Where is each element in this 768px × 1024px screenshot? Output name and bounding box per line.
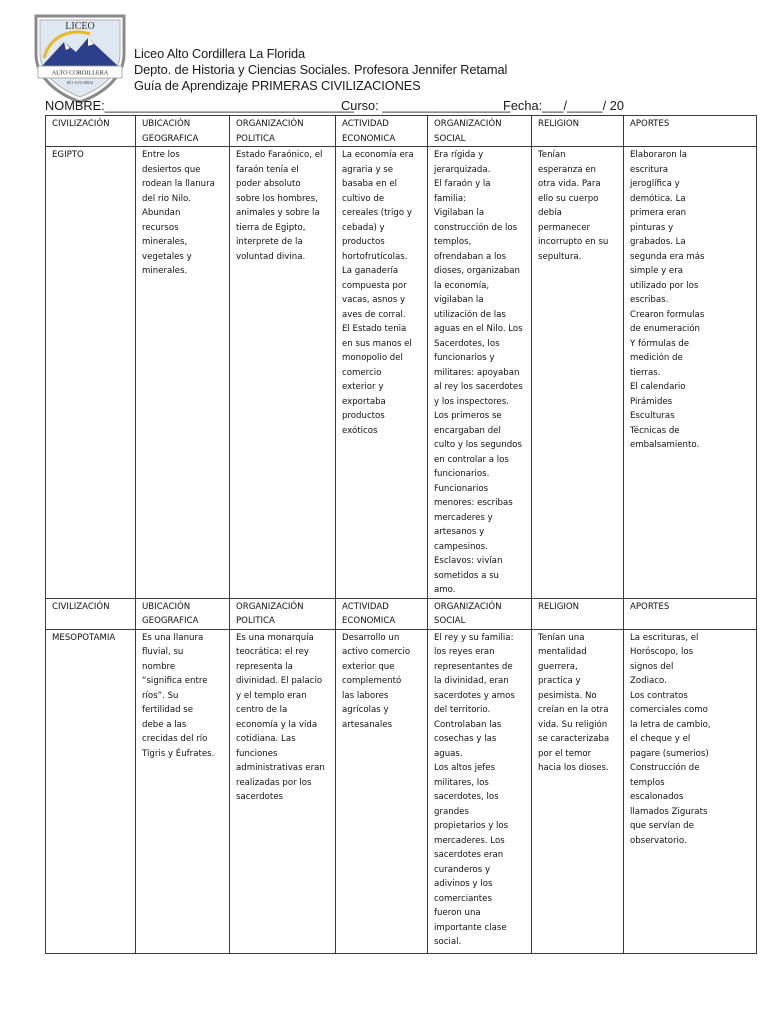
cell-text-line: en sus manos el bbox=[342, 338, 412, 349]
cell-text-line: poder absoluto bbox=[236, 179, 301, 189]
table-header-row bbox=[46, 598, 757, 629]
cell-text-line: los reyes eran bbox=[434, 647, 495, 657]
cell-text-line: templos bbox=[630, 777, 665, 788]
cell-text-line: las labores bbox=[342, 690, 389, 701]
cell-text-line: permanecer bbox=[538, 222, 591, 233]
cell-text-line: La ganadería bbox=[342, 266, 399, 276]
cell-text-line: Sacerdotes, los bbox=[434, 338, 500, 349]
cell-text-line: complementó bbox=[342, 676, 402, 686]
cell-text-line: cotidiana. Las bbox=[236, 734, 296, 744]
cell-text-line: segunda era más bbox=[630, 251, 705, 262]
header-cell-civilizacion bbox=[46, 116, 136, 147]
cell-text-line: propietarios y los bbox=[434, 821, 509, 831]
cell-text-line: familia: bbox=[434, 193, 466, 204]
cell-text-line: menores: escribas bbox=[434, 498, 513, 508]
cell-text-line: adivinos y los bbox=[434, 879, 493, 889]
cell-text-line: por el temor bbox=[538, 748, 592, 759]
cell-text-line: interprete de la bbox=[236, 237, 303, 247]
cell-text-line: GEOGRAFICA bbox=[142, 133, 199, 144]
header-cell-organizacion-politica bbox=[230, 598, 336, 629]
cell-text-line: cultivo de bbox=[342, 193, 385, 204]
cell-text-line: se caracterizaba bbox=[538, 734, 610, 744]
cell-text-line: guerrera, bbox=[538, 661, 578, 672]
cell-text-line: llamados Zigurats bbox=[630, 806, 708, 817]
cell-text-line: construcción de los bbox=[434, 222, 518, 233]
header-cell-ubicacion bbox=[136, 116, 230, 147]
cell-text-line: el cheque y el bbox=[630, 734, 691, 744]
cell-text-line: El faraón y la bbox=[434, 179, 491, 189]
cell-text-line: cebada) y bbox=[342, 222, 385, 233]
table-row-egipto bbox=[46, 147, 757, 599]
cell-text-line: ACTIVIDAD bbox=[342, 119, 389, 129]
cell-text-line: UBICACIÓN bbox=[142, 119, 191, 129]
cell-text-line: rodean la llanura bbox=[142, 179, 215, 189]
cell-text-line: faraón tenía el bbox=[236, 164, 299, 175]
svg-text:LICEO: LICEO bbox=[65, 21, 95, 32]
header-cell-actividad-economica bbox=[336, 598, 428, 629]
cell-text-line: la economía, bbox=[434, 280, 490, 291]
header-cell-religion bbox=[532, 598, 624, 629]
cell-text-line: comercio bbox=[342, 367, 382, 378]
cell-text-line: crecidas del río bbox=[142, 734, 208, 744]
guide-title: Guía de Aprendizaje PRIMERAS CIVILIZACIONES bbox=[134, 78, 421, 93]
cell-text-line: comerciantes bbox=[434, 893, 492, 904]
cell-text-line: de enumeración bbox=[630, 324, 700, 334]
cell-text-line: cosechas y las bbox=[434, 734, 497, 744]
header-cell-organizacion-social bbox=[428, 116, 532, 147]
cell-text-line: Abundan bbox=[142, 208, 181, 218]
svg-text:DE LA FLORIDA: DE LA FLORIDA bbox=[66, 81, 94, 85]
cell-text-line: Los contratos bbox=[630, 690, 688, 701]
cell-organizacion-politica bbox=[230, 147, 336, 599]
cell-text-line: aguas en el Nilo. Los bbox=[434, 324, 523, 334]
cell-text-line: vida. Su religión bbox=[538, 719, 608, 730]
cell-text-line: debía bbox=[538, 208, 562, 218]
cell-text-line: simple y era bbox=[630, 266, 684, 276]
cell-text-line: voluntad divina. bbox=[236, 251, 306, 262]
cell-text-line: Era rígida y bbox=[434, 150, 484, 160]
cell-text-line: EGIPTO bbox=[52, 150, 84, 160]
cell-text-line: ORGANIZACIÓN bbox=[236, 601, 304, 612]
cell-text-line: productos bbox=[342, 411, 385, 421]
cell-text-line: MESOPOTAMIA bbox=[52, 632, 116, 643]
cell-text-line: practica y bbox=[538, 676, 581, 686]
cell-text-line: ORGANIZACIÓN bbox=[434, 119, 502, 129]
header-cell-organizacion-politica bbox=[230, 116, 336, 147]
cell-text-line: encargaban del bbox=[434, 425, 501, 436]
cell-text-line: agrícolas y bbox=[342, 705, 389, 715]
cell-text-line: mercaderes y bbox=[434, 512, 493, 523]
cell-text-line: nombre bbox=[142, 661, 176, 672]
cell-text-line: Los primeros se bbox=[434, 411, 502, 421]
cell-organizacion-social bbox=[428, 629, 532, 953]
cell-text-line: comerciales como bbox=[630, 705, 708, 715]
cell-text-line: minerales, bbox=[142, 237, 188, 247]
cell-text-line: Es una monarquía bbox=[236, 632, 314, 643]
cell-text-line: ofrendaban a los bbox=[434, 251, 507, 262]
cell-text-line: ello su cuerpo bbox=[538, 193, 599, 204]
course-field-label: Curso: __________________ bbox=[341, 98, 511, 113]
header-cell-aportes bbox=[624, 598, 757, 629]
header-cell-religion bbox=[532, 116, 624, 147]
cell-text-line: utilizado por los bbox=[630, 280, 699, 291]
cell-text-line: curanderos y bbox=[434, 864, 491, 875]
cell-text-line: creían en la otra bbox=[538, 705, 609, 715]
cell-text-line: vacas, asnos y bbox=[342, 295, 406, 305]
cell-text-line: monopolio del bbox=[342, 353, 403, 363]
cell-text-line: sacerdotes eran bbox=[434, 850, 504, 860]
cell-text-line: Crearon formulas bbox=[630, 309, 705, 320]
cell-text-line: ORGANIZACIÓN bbox=[434, 601, 502, 612]
cell-text-line: Tenían una bbox=[538, 632, 585, 643]
cell-text-line: sometidos a su bbox=[434, 570, 499, 581]
svg-text:ALTO CORDILLERA: ALTO CORDILLERA bbox=[51, 69, 109, 77]
cell-text-line: exóticos bbox=[342, 425, 378, 436]
cell-text-line: militares: apoyaban bbox=[434, 367, 520, 378]
school-name: Liceo Alto Cordillera La Florida bbox=[134, 46, 306, 61]
cell-text-line: observatorio. bbox=[630, 835, 687, 846]
cell-text-line: compuesta por bbox=[342, 280, 407, 291]
cell-text-line: en controlar a los bbox=[434, 454, 509, 465]
cell-text-line: medición de bbox=[630, 353, 683, 363]
cell-organizacion-social bbox=[428, 147, 532, 599]
cell-text-line: ECONOMICA bbox=[342, 133, 396, 144]
cell-text-line: amo. bbox=[434, 585, 456, 595]
cell-text-line: funciones bbox=[236, 748, 278, 759]
header-cell-ubicacion bbox=[136, 598, 230, 629]
cell-ubicacion bbox=[136, 629, 230, 953]
header-cell-actividad-economica bbox=[336, 116, 428, 147]
cell-text-line: “significa entre bbox=[142, 676, 208, 686]
cell-text-line: Tigris y Éufrates. bbox=[142, 748, 215, 759]
cell-text-line: Horóscopo, los bbox=[630, 647, 694, 657]
cell-actividad-economica bbox=[336, 629, 428, 953]
cell-text-line: campesinos. bbox=[434, 541, 488, 552]
cell-text-line: POLITICA bbox=[236, 616, 275, 626]
cell-text-line: del territorio. bbox=[434, 705, 491, 715]
date-field-label: Fecha:___/_____/ 20 bbox=[503, 98, 624, 113]
cell-text-line: activo comercio bbox=[342, 647, 411, 657]
cell-text-line: jerarquizada. bbox=[434, 164, 491, 175]
cell-text-line: Y fórmulas de bbox=[630, 338, 690, 349]
cell-text-line: escribas. bbox=[630, 295, 669, 305]
cell-text-line: funcionarios. bbox=[434, 469, 490, 479]
cell-text-line: importante clase bbox=[434, 922, 507, 933]
cell-text-line: exportaba bbox=[342, 396, 386, 407]
cell-text-line: pinturas y bbox=[630, 222, 674, 233]
cell-text-line: templos, bbox=[434, 237, 472, 247]
cell-text-line: incorrupto en su bbox=[538, 237, 609, 247]
cell-text-line: fertilidad se bbox=[142, 705, 194, 715]
cell-text-line: sobre los hombres, bbox=[236, 193, 318, 204]
cell-text-line: fueron una bbox=[434, 908, 481, 918]
cell-text-line: ORGANIZACIÓN bbox=[236, 119, 304, 129]
cell-text-line: desiertos que bbox=[142, 164, 201, 175]
cell-text-line: otra vida. Para bbox=[538, 179, 601, 189]
cell-text-line: jeroglífica y bbox=[630, 179, 680, 189]
cell-text-line: CIVILIZACIÓN bbox=[52, 119, 110, 129]
cell-text-line: RELIGION bbox=[538, 601, 580, 612]
cell-text-line: Desarrollo un bbox=[342, 632, 400, 643]
cell-text-line: cereales (trigo y bbox=[342, 208, 412, 218]
header-cell-organizacion-social bbox=[428, 598, 532, 629]
cell-text-line: Esclavos: vivían bbox=[434, 556, 503, 566]
cell-text-line: productos bbox=[342, 237, 385, 247]
cell-text-line: dioses, organizaban bbox=[434, 266, 520, 276]
cell-text-line: debe a las bbox=[142, 719, 187, 730]
cell-text-line: animales y sobre la bbox=[236, 208, 320, 218]
cell-text-line: Técnicas de bbox=[630, 425, 680, 436]
cell-text-line: fluvial, su bbox=[142, 647, 184, 657]
cell-text-line: El calendario bbox=[630, 382, 686, 392]
cell-text-line: ACTIVIDAD bbox=[342, 601, 389, 612]
cell-text-line: APORTES bbox=[630, 119, 670, 129]
cell-text-line: la divinidad, eran bbox=[434, 676, 509, 686]
school-logo bbox=[30, 8, 130, 104]
cell-text-line: UBICACIÓN bbox=[142, 601, 191, 612]
cell-text-line: Construcción de bbox=[630, 763, 700, 773]
cell-text-line: utilización de las bbox=[434, 309, 506, 320]
cell-text-line: ríos”. Su bbox=[142, 690, 179, 701]
cell-text-line: que servían de bbox=[630, 821, 694, 831]
header-cell-aportes bbox=[624, 116, 757, 147]
cell-text-line: minerales. bbox=[142, 266, 188, 276]
department-line: Depto. de Historia y Ciencias Sociales. Profesora Jennifer Retamal bbox=[134, 62, 508, 77]
cell-text-line: La economía era bbox=[342, 150, 414, 160]
cell-text-line: tierras. bbox=[630, 367, 661, 378]
cell-text-line: El rey y su familia: bbox=[434, 632, 514, 643]
cell-text-line: realizadas por los bbox=[236, 777, 312, 788]
cell-text-line: vigilaban la bbox=[434, 295, 484, 305]
cell-text-line: esperanza en bbox=[538, 164, 596, 175]
cell-text-line: primera eran bbox=[630, 208, 687, 218]
cell-text-line: aves de corral. bbox=[342, 309, 406, 320]
cell-text-line: aguas. bbox=[434, 748, 463, 759]
cell-text-line: economía y la vida bbox=[236, 719, 318, 730]
cell-text-line: APORTES bbox=[630, 601, 670, 612]
cell-text-line: Entre los bbox=[142, 150, 180, 160]
cell-text-line: Controlaban las bbox=[434, 719, 502, 730]
cell-text-line: administrativas eran bbox=[236, 763, 325, 773]
cell-text-line: grandes bbox=[434, 806, 469, 817]
cell-text-line: al rey los sacerdotes bbox=[434, 382, 523, 392]
cell-civilizacion bbox=[46, 629, 136, 953]
cell-text-line: escalonados bbox=[630, 792, 684, 802]
cell-aportes bbox=[624, 629, 757, 953]
cell-text-line: teocrática: el rey bbox=[236, 647, 309, 657]
cell-text-line: divinidad. El palacio bbox=[236, 676, 323, 686]
cell-text-line: Los altos jefes bbox=[434, 763, 496, 773]
cell-religion bbox=[532, 629, 624, 953]
cell-text-line: escritura bbox=[630, 164, 669, 175]
cell-text-line: Elaboraron la bbox=[630, 150, 688, 160]
cell-text-line: del rio Nilo. bbox=[142, 193, 191, 204]
cell-text-line: hacia los dioses. bbox=[538, 763, 609, 773]
cell-text-line: RELIGION bbox=[538, 119, 580, 129]
cell-text-line: El Estado tenia bbox=[342, 324, 407, 334]
cell-text-line: mercaderes. Los bbox=[434, 835, 505, 846]
cell-text-line: y los inspectores. bbox=[434, 396, 509, 407]
cell-text-line: Zodiaco. bbox=[630, 676, 667, 686]
cell-text-line: GEOGRAFICA bbox=[142, 616, 199, 626]
cell-text-line: artesanales bbox=[342, 719, 393, 730]
civilizations-table bbox=[45, 115, 757, 954]
cell-ubicacion bbox=[136, 147, 230, 599]
cell-text-line: Tenían bbox=[538, 150, 566, 160]
cell-text-line: Esculturas bbox=[630, 411, 675, 421]
cell-text-line: SOCIAL bbox=[434, 616, 466, 626]
table-header-row bbox=[46, 116, 757, 147]
cell-text-line: hortofrutícolas. bbox=[342, 251, 408, 262]
cell-text-line: exterior y bbox=[342, 382, 384, 392]
cell-text-line: tierra de Egipto, bbox=[236, 222, 306, 233]
cell-text-line: pesimista. No bbox=[538, 690, 597, 701]
school-header bbox=[134, 46, 507, 94]
cell-text-line: representa la bbox=[236, 661, 293, 672]
cell-text-line: Es una llanura bbox=[142, 632, 204, 643]
cell-text-line: culto y los segundos bbox=[434, 440, 522, 450]
cell-text-line: la letra de cambio, bbox=[630, 719, 711, 730]
cell-civilizacion bbox=[46, 147, 136, 599]
cell-text-line: pagare (sumerios) bbox=[630, 748, 709, 759]
cell-text-line: sacerdotes bbox=[236, 792, 283, 802]
cell-text-line: demótica. La bbox=[630, 193, 686, 204]
cell-text-line: militares, los bbox=[434, 777, 489, 788]
cell-organizacion-politica bbox=[230, 629, 336, 953]
cell-text-line: y el templo eran bbox=[236, 690, 307, 701]
cell-text-line: social. bbox=[434, 937, 462, 947]
cell-text-line: agraria y se bbox=[342, 164, 394, 175]
cell-text-line: mentalidad bbox=[538, 647, 587, 657]
cell-text-line: ECONOMICA bbox=[342, 616, 396, 626]
cell-text-line: Estado Faraónico, el bbox=[236, 150, 323, 160]
cell-text-line: recursos bbox=[142, 222, 179, 233]
cell-text-line: SOCIAL bbox=[434, 133, 466, 144]
cell-text-line: Pirámides bbox=[630, 396, 673, 407]
cell-text-line: CIVILIZACIÓN bbox=[52, 601, 110, 612]
cell-text-line: embalsamiento. bbox=[630, 440, 700, 450]
cell-text-line: exterior que bbox=[342, 661, 395, 672]
cell-text-line: grabados. La bbox=[630, 237, 686, 247]
table-row-mesopotamia bbox=[46, 629, 757, 953]
cell-text-line: signos del bbox=[630, 661, 674, 672]
cell-text-line: La escrituras, el bbox=[630, 632, 699, 643]
cell-religion bbox=[532, 147, 624, 599]
cell-text-line: funcionarios y bbox=[434, 353, 495, 363]
cell-actividad-economica bbox=[336, 147, 428, 599]
cell-text-line: centro de la bbox=[236, 705, 288, 715]
cell-text-line: representantes de bbox=[434, 661, 513, 672]
cell-text-line: Vigilaban la bbox=[434, 208, 485, 218]
cell-text-line: vegetales y bbox=[142, 251, 192, 262]
cell-text-line: Funcionarios bbox=[434, 483, 489, 494]
cell-text-line: sacerdotes, los bbox=[434, 792, 499, 802]
cell-text-line: sepultura. bbox=[538, 251, 582, 262]
cell-text-line: sacerdotes y amos bbox=[434, 690, 515, 701]
cell-aportes bbox=[624, 147, 757, 599]
cell-text-line: basaba en el bbox=[342, 179, 398, 189]
header-cell-civilizacion bbox=[46, 598, 136, 629]
name-field-label: NOMBRE:___________________________________ bbox=[45, 98, 354, 113]
cell-text-line: POLITICA bbox=[236, 133, 275, 144]
cell-text-line: artesanos y bbox=[434, 527, 485, 537]
